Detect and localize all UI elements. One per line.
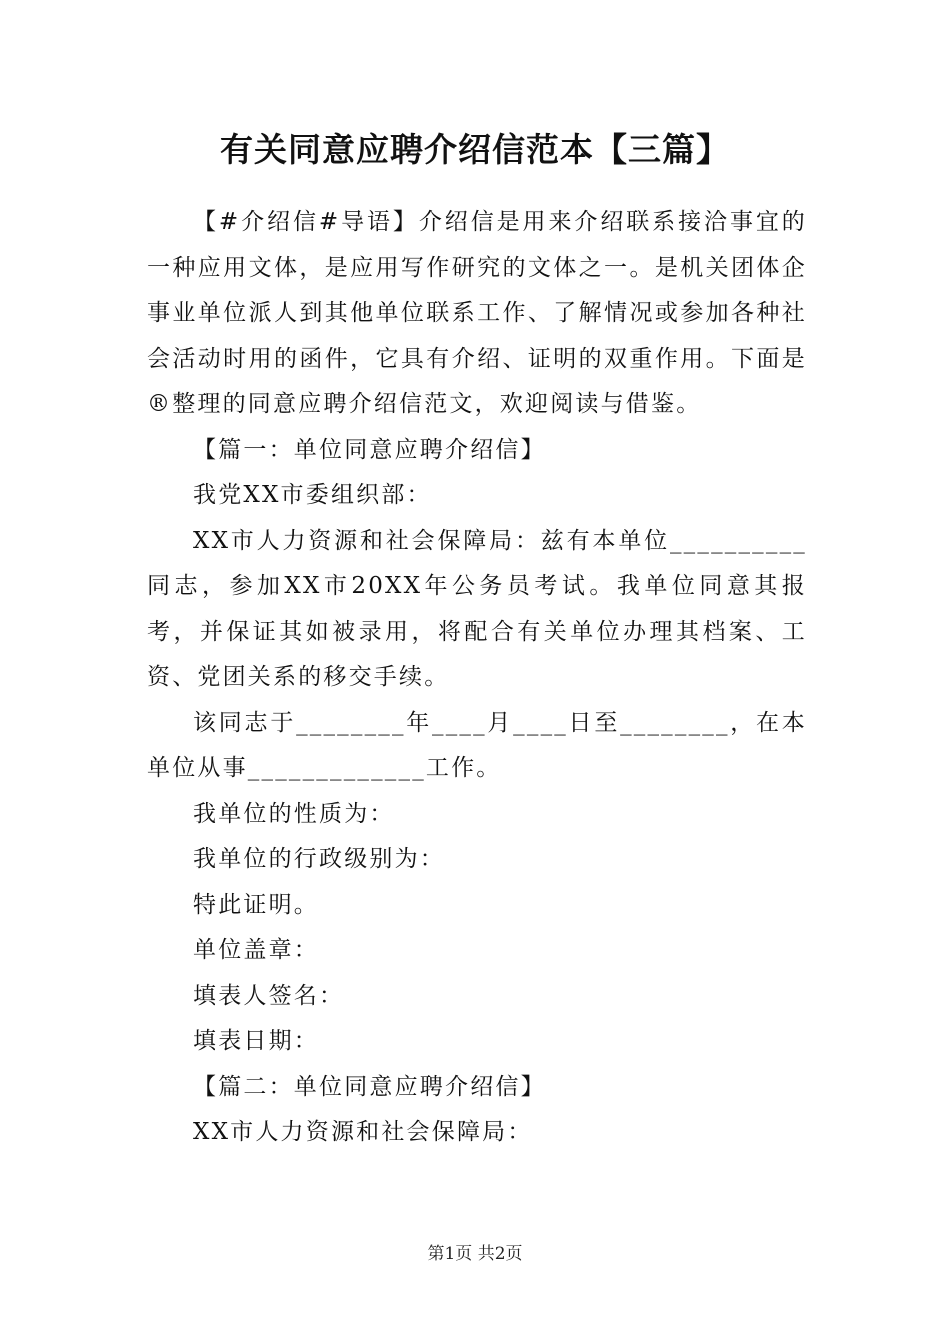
body-paragraph: XX市人力资源和社会保障局：兹有本单位__________同志，参加XX市20XX年公务员考试。我单位同意其报考，并保证其如被录用，将配合有关单位办理其档案、工资、党团关系的移交手续。: [147, 527, 807, 690]
field-line: 我单位的行政级别为：: [193, 846, 445, 872]
salutation-paragraph: XX市人力资源和社会保障局：: [193, 1119, 533, 1145]
document-body: [147, 200, 807, 1156]
closing-line: 特此证明。: [193, 891, 319, 918]
page-footer: 第1页 共2页: [427, 1244, 523, 1264]
field-line: 我单位的性质为：: [193, 800, 395, 827]
intro-paragraph: 【#介绍信#导语】介绍信是用来介绍联系接洽事宜的一种应用文体，是应用写作研究的文体之一。是机关团体企事业单位派人到其他单位联系工作、了解情况或参加各种社会活动时用的函件，它具有介绍、证明的双重作用。下面是®整理的同意应聘介绍信范文，欢迎阅读与借鉴。: [147, 209, 807, 417]
body-paragraph: 该同志于________年____月____日至________，在本单位从事_____________工作。: [147, 709, 807, 781]
field-line: 填表日期：: [193, 1028, 319, 1054]
salutation-paragraph: 我党XX市委组织部：: [193, 482, 432, 508]
field-line: 填表人签名：: [193, 982, 345, 1009]
section-heading-2: 【篇二：单位同意应聘介绍信】: [193, 1073, 546, 1100]
document-title: 有关同意应聘介绍信范本【三篇】: [220, 130, 730, 169]
field-line: 单位盖章：: [193, 937, 319, 963]
section-heading-1: 【篇一：单位同意应聘介绍信】: [193, 436, 546, 463]
